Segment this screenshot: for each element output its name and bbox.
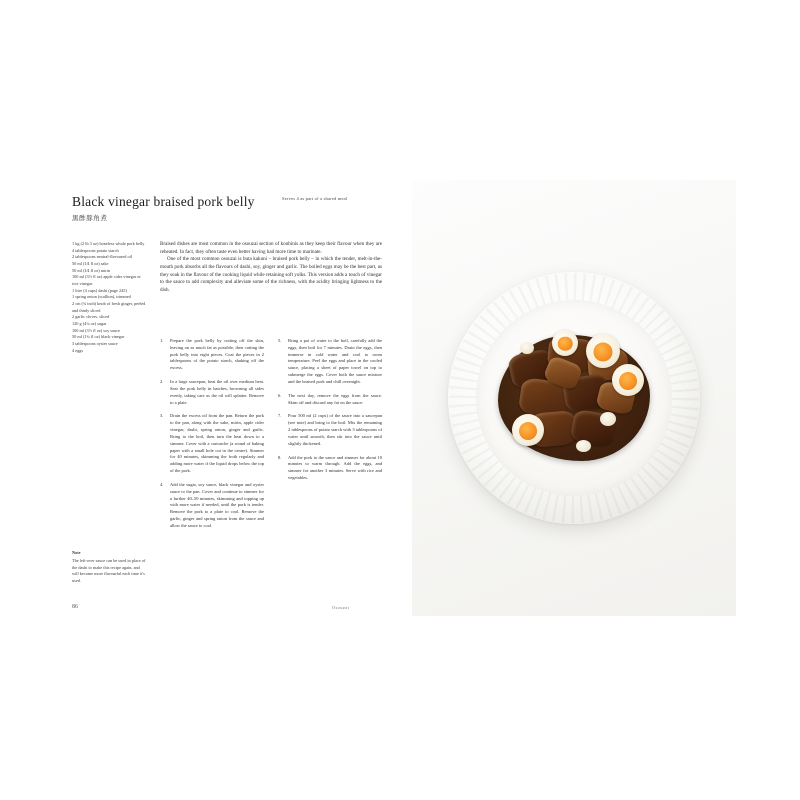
garnish	[600, 412, 616, 426]
ingredient-item: 100 ml (3½ fl oz) soy sauce	[72, 327, 120, 333]
egg-half	[586, 334, 620, 368]
step-text: Add the pork to the sauce and simmer for about 10 minutes to warm through. Add the eggs, and simmer for another 3 minutes. Serve with rice and vegetables.	[288, 454, 382, 481]
method-step	[278, 413, 382, 447]
step-text: Drain the excess oil from the pan. Return the pork to the pan, along with the sake, mirin, apple cider vinegar, dashi, spring onion, ginger and garlic. Bring to the boil, then turn the heat down to a simmer. Cover with a cartouche (a round of baking paper with a small hole cut in the centre). Simmer for 40 minutes, skimming the froth regularly and adding more water if the liquid drops below the top of the pork.	[170, 413, 264, 474]
left-page	[64, 180, 390, 616]
egg-half	[512, 414, 544, 446]
step-number: 7.	[278, 413, 282, 419]
right-page-photo	[412, 180, 736, 616]
ingredient-item: 1 spring onion (scallion), trimmed	[72, 294, 131, 300]
egg-yolk	[558, 336, 573, 351]
step-number: 5.	[278, 338, 282, 343]
ingredient-item: 1 litre (4 cups) dashi (page 245)	[72, 287, 127, 293]
egg-yolk	[593, 342, 612, 361]
method-step	[160, 413, 264, 474]
garnish	[520, 342, 534, 354]
step-number: 4.	[160, 481, 164, 487]
ingredient-item: 2 cm (¾ inch) knob of fresh ginger, peeled and thinly sliced	[72, 300, 146, 313]
ingredient-item: 4 eggs	[72, 347, 84, 353]
egg-yolk	[619, 372, 637, 390]
method-step	[278, 455, 382, 482]
ingredient-item: 4 tablespoons potato starch	[72, 247, 119, 253]
step-text: The next day, remove the eggs from the sauce. Skim off and discard any fat on the sauce.	[288, 392, 382, 405]
ingredient-item: 50 ml (1⁄4 fl oz) sake	[72, 260, 109, 266]
egg-yolk	[519, 422, 537, 440]
ingredient-item: 2 garlic cloves, sliced	[72, 314, 110, 320]
intro-paragraph: One of the most common osouzai is buta kakuni – braised pork belly – in which the tender, melt-in-the-mouth pork absorbs all the flavours of dashi, soy, ginger and garlic. The boiled eggs may be the best part, as they soak in the flavour of the cooking liquid while retaining soft yolks. This version adds a touch of vinegar to the sauce to add complexity and alleviate some of the richness, with the acidity bringing lightness to the dish.	[160, 256, 382, 293]
note-title: Note	[72, 550, 81, 555]
egg-half	[552, 330, 578, 356]
step-text: Prepare the pork belly by cutting off the skin, leaving on as much fat as possible, then cutting the pork belly into eight pieces. Coat the pieces in 2 tablespoons of the potato starch, shaking off the excess.	[170, 338, 264, 371]
ingredient-item: 3 tablespoons oyster sauce	[72, 340, 118, 346]
method-step	[160, 379, 264, 406]
step-text: In a large saucepan, heat the oil over medium heat. Sear the pork belly in batches, browning all sides evenly, taking care as the oil will splatter. Remove to a plate.	[170, 379, 264, 405]
garnish	[576, 440, 591, 452]
step-text: Add the sugar, soy sauce, black vinegar and oyster sauce to the pan. Cover and continue to simmer for a further 40–50 minutes, skimming and topping up with more water if needed, until the pork is tender. Remove the pork to a plate to cool. Remove the garlic, ginger and spring onion from the sauce and allow the sauce to cool.	[170, 481, 264, 528]
step-number: 8.	[278, 454, 282, 460]
method-column-left	[160, 338, 264, 537]
recipe-intro	[160, 241, 382, 294]
serves-note: Serves 4 as part of a shared meal	[282, 196, 348, 201]
method-column-right	[278, 338, 382, 537]
page-title: Black vinegar braised pork belly	[72, 194, 255, 209]
method-step	[160, 482, 264, 530]
step-text: Pour 500 ml (2 cups) of the sauce into a saucepan (see note) and bring to the boil. Mix the remaining 2 tablespoons of potato starch with 3 tablespoons of water until smooth, then stir into the sauce until slightly thickened.	[288, 413, 382, 446]
ingredient-item: 100 ml (3½ fl oz) apple cider vinegar or rice vinegar	[72, 274, 141, 286]
note-text: The left-over sauce can be used in place of the dashi to make this recipe again, and will become more flavourful each time it's used.	[72, 558, 146, 583]
method-step	[160, 338, 264, 372]
step-number: 3.	[160, 413, 164, 419]
intro-paragraph: Braised dishes are most common in the osouzai section of konbinis as they keep their flavour when they are reheated. In fact, they often taste even better having had more time to marinate.	[160, 241, 382, 255]
recipe-title-japanese: 黒酢豚角煮	[72, 215, 108, 222]
ingredient-item: 50 ml (1⁄4 fl oz) mirin	[72, 267, 111, 273]
ingredient-item: 1 kg (2 lb 3 oz) boneless whole pork belly	[72, 241, 145, 246]
method-columns	[160, 338, 382, 537]
step-text: Bring a pot of water to the boil, carefully add the eggs, then boil for 7 minutes. Drain the eggs, then immerse in cold water and cool to room temperature. Peel the eggs and place in the cooled sauce, placing a sheet of paper towel on top to submerge the eggs. Cover both the sauce mixture and the braised pork and chill overnight.	[288, 338, 382, 384]
method-step	[278, 338, 382, 386]
ingredient-item: 120 g (4¼ oz) sugar	[72, 320, 107, 326]
ingredients-list	[72, 241, 146, 354]
ingredient-item: 50 ml (1¾ fl oz) black vinegar	[72, 334, 125, 340]
plate	[448, 272, 700, 524]
step-number: 2.	[160, 379, 164, 385]
method-step	[278, 393, 382, 407]
page-number: 86	[72, 604, 78, 610]
step-number: 6.	[278, 392, 282, 398]
ingredient-item: 2 tablespoons neutral-flavoured oil	[72, 254, 133, 260]
egg-half	[612, 364, 644, 396]
running-head: Osouzai	[332, 605, 350, 610]
note-block	[72, 550, 146, 584]
step-number: 1.	[160, 338, 164, 343]
